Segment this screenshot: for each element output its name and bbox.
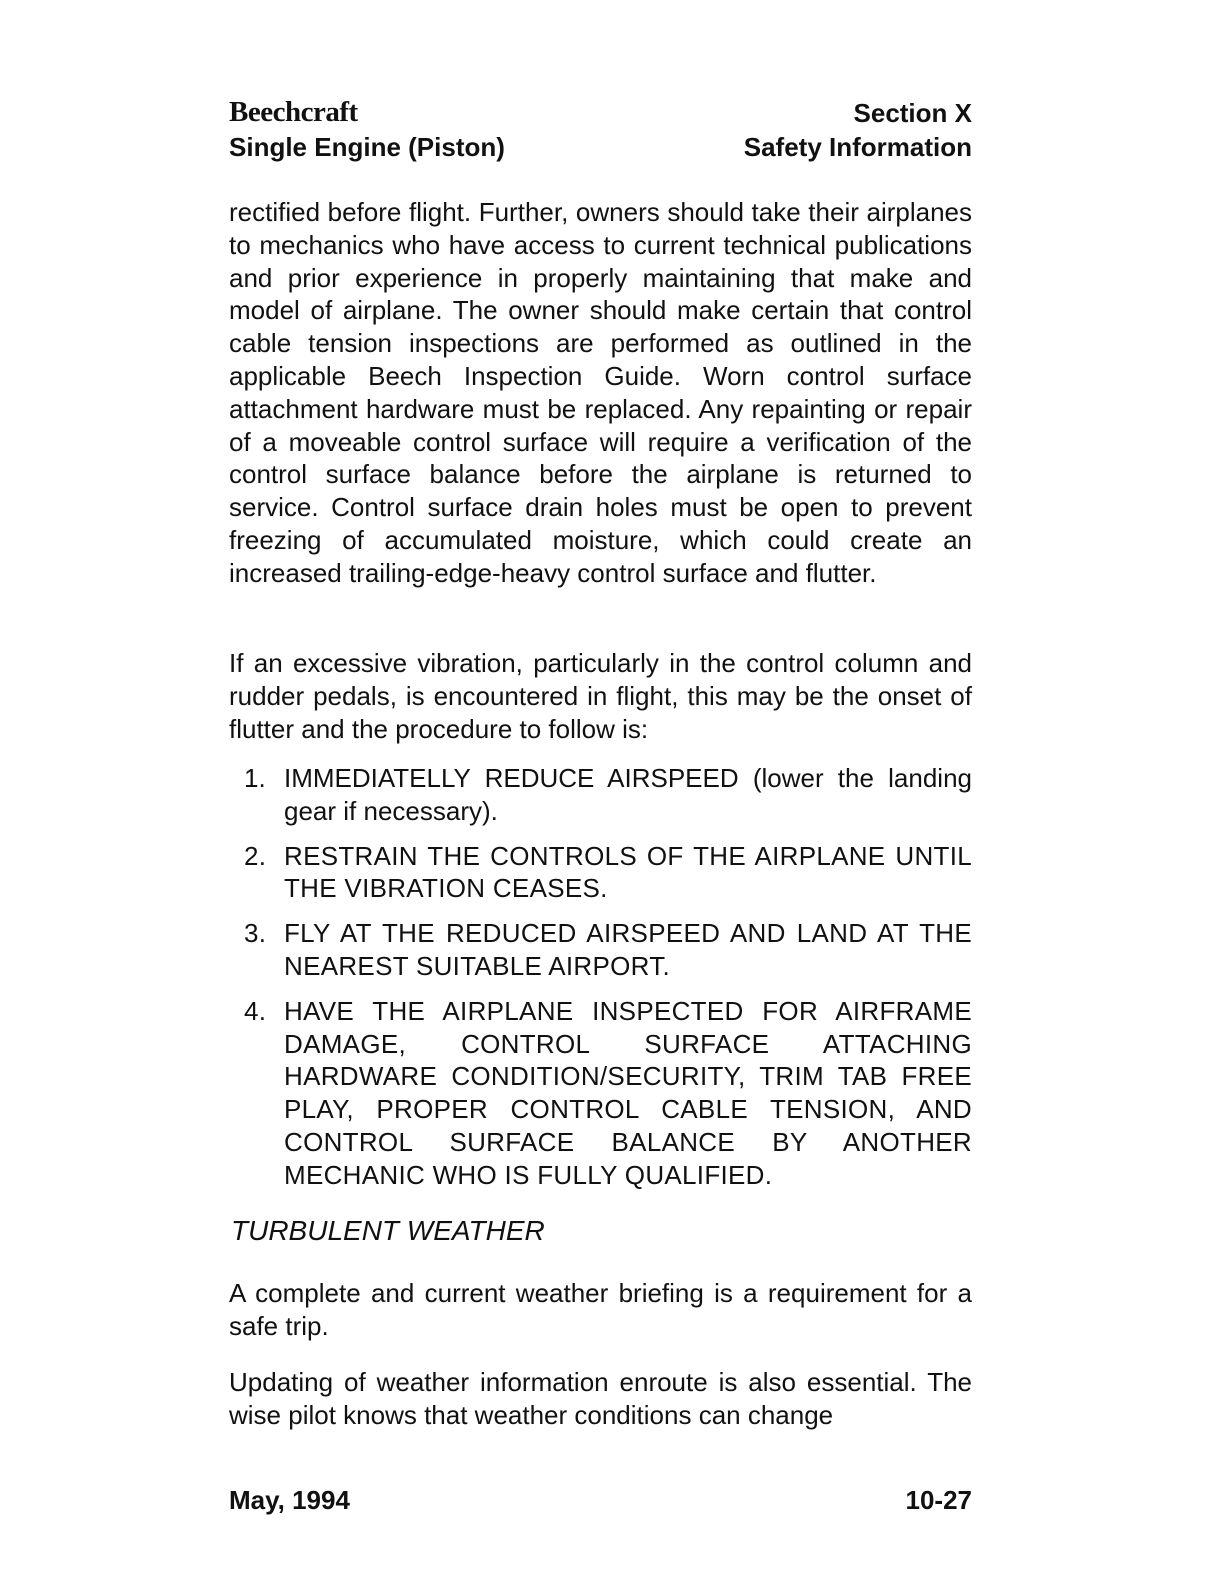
step-text: FLY AT THE REDUCED AIRSPEED AND LAND AT THE NEAREST SUITABLE AIRPORT. <box>284 918 972 981</box>
step-text: IMMEDIATELLY REDUCE AIRSPEED (lower the landing gear if necessary). <box>284 763 972 826</box>
section-title: Safety Information <box>743 132 972 162</box>
step-number: 3. <box>244 918 267 949</box>
turbulent-weather-heading: TURBULENT WEATHER <box>231 1215 545 1246</box>
paragraph-maintenance: rectified before flight. Further, owners should take their airplanes to mechanics who have access to current technical publications and prior experience in properly maintaining that make and model of airplane. The owner should make certain that control cable tension inspections are performed as outlined in the applicable Beech Inspection Guide. Worn control surface attachment hardware must be replaced. Any repainting or repair of a moveable control surface will require a verification of the control surface balance before the airplane is returned to service. Control surface drain holes must be open to prevent freezing of accumulated moisture, which could create an increased trailing-edge-heavy control surface and flutter. <box>229 197 972 588</box>
footer-date: May, 1994 <box>229 1485 350 1515</box>
procedure-step <box>229 762 972 828</box>
step-number: 1. <box>244 763 266 793</box>
model-subtitle: Single Engine (Piston) <box>229 132 505 162</box>
step-text: HAVE THE AIRPLANE INSPECTED FOR AIRFRAME DAMAGE, CONTROL SURFACE ATTACHING HARDWARE CONDITION/SECURITY, TRIM TAB FREE PLAY, PROPER CONTROL CABLE TENSION, AND CONTROL SURFACE BALANCE BY ANOTHER MECHANIC WHO IS FULLY QUALIFIED. <box>284 995 972 1190</box>
step-number: 2. <box>244 840 267 871</box>
step-text: RESTRAIN THE CONTROLS OF THE AIRPLANE UNTIL THE VIBRATION CEASES. <box>284 840 972 904</box>
procedure-step <box>229 995 972 1192</box>
paragraph-weather-briefing: A complete and current weather briefing is a requirement for a safe trip. <box>229 1278 972 1341</box>
procedure-step <box>229 917 972 983</box>
beechcraft-logo: Beechcraft <box>229 96 358 128</box>
procedure-step <box>229 840 972 906</box>
section-number: Section X <box>853 98 972 128</box>
header-left <box>229 96 505 164</box>
page-number: 10-27 <box>905 1485 972 1515</box>
manual-page <box>229 96 972 1526</box>
step-number: 4. <box>244 995 267 1026</box>
page-header <box>229 96 972 166</box>
page-footer <box>229 1483 972 1517</box>
header-right <box>744 96 972 164</box>
paragraph-vibration: If an excessive vibration, particularly in the control column and rudder pedals, is encountered in flight, this may be the onset of flutter and the procedure to follow is: <box>229 648 972 744</box>
flutter-procedure-list <box>229 762 972 1204</box>
paragraph-weather-updating: Updating of weather information enroute is also essential. The wise pilot knows that weather conditions can change <box>229 1367 972 1430</box>
